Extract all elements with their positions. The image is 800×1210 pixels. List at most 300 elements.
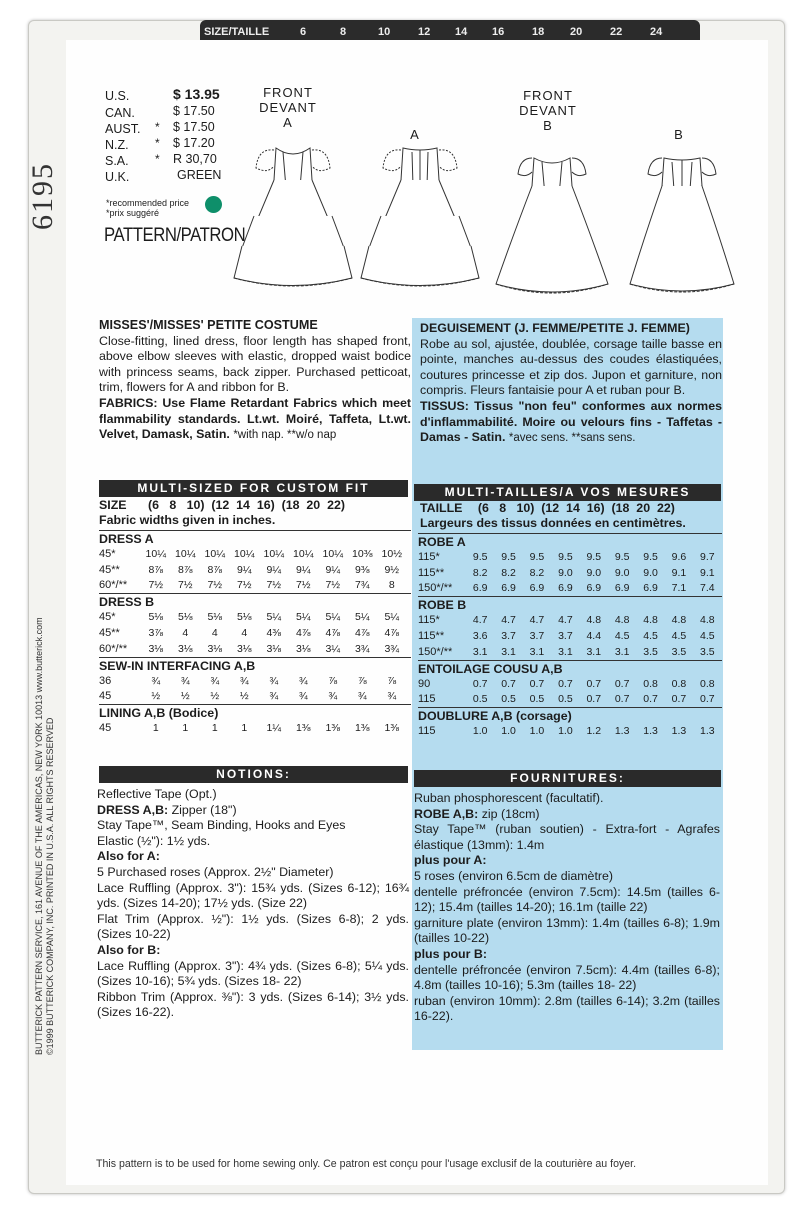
fabric-width-cell: 150*/** [418, 645, 453, 658]
yardage-cell: 5⅛ [207, 611, 223, 624]
yardage-cell: 9.1 [671, 566, 687, 579]
fr-description: Robe au sol, ajustée, doublée, corsage taille basse en pointe, manches au-dessus des coudes élastiquées, coutures princesse et zip dos. Jupon et garniture, non compris. Fleurs fantaisie pour A et ruban pour B. [420, 336, 722, 398]
notion-text: dentelle préfroncée (environ 7.5cm): 4.4m (tailles 6-8); 4.8m (tailles 10-16); 5.3m (tailles 18- 22) [414, 962, 720, 993]
yardage-cell: ¾ [298, 690, 308, 703]
table-row [418, 692, 722, 708]
yardage-cell: 3.5 [700, 645, 715, 658]
yardage-cell: 4.5 [700, 630, 715, 643]
en-notions-list [97, 787, 409, 1021]
yardage-cell: 3.1 [558, 645, 573, 658]
size-strip-size: 8 [340, 26, 347, 38]
notion-text: Lace Ruffling (Approx. 3"): 15¾ yds. (Sizes 6-12); 16¾ yds. (Sizes 14-20); 17½ yds. (Size 22) [97, 880, 409, 911]
yardage-cell: ¾ [328, 690, 338, 703]
table-row [99, 609, 407, 625]
view-front-label: FRONT [523, 88, 573, 103]
table-row [99, 546, 407, 562]
notion-text: Stay Tape™, Seam Binding, Hooks and Eyes [97, 818, 346, 833]
yardage-cell: 3.5 [671, 645, 687, 658]
notion-item [414, 822, 720, 853]
yardage-cell: 9.5 [501, 550, 516, 563]
size-strip [200, 20, 700, 40]
yardage-cell: 0.7 [586, 677, 602, 690]
table-row [99, 720, 407, 736]
notion-text: Ruban phosphorescent (facultatif). [414, 791, 604, 805]
yardage-cell: 9⅜ [354, 563, 370, 576]
yardage-cell: 9.5 [614, 550, 630, 563]
yardage-cell: 1 [211, 722, 218, 735]
yardage-cell: 3⅛ [207, 642, 223, 655]
yardage-cell: 4.7 [501, 614, 516, 627]
notion-text: Flat Trim (Approx. ½"): 1½ yds. (Sizes 6-8); 2 yds. (Sizes 10-22) [97, 911, 409, 942]
notion-item [97, 818, 409, 834]
yardage-cell: 4.7 [529, 614, 545, 627]
yardage-cell: 1.0 [472, 725, 488, 738]
notion-item [414, 853, 720, 869]
fabric-width-cell: 115 [418, 693, 436, 706]
yardage-cell: 4.5 [614, 630, 630, 643]
yardage-cell: 4⅞ [384, 627, 400, 640]
notion-text: garniture plate (environ 13mm): 1.4m (tailles 6-8); 1.9m (tailles 10-22) [414, 915, 720, 946]
price-region: AUST. [105, 122, 141, 136]
size-strip-size: 12 [418, 26, 431, 38]
yardage-cell: 10½ [381, 547, 402, 560]
table-row [418, 628, 722, 644]
yardage-cell: 6.9 [643, 582, 658, 595]
yardage-cell: 3.1 [501, 645, 516, 658]
notion-text: Zipper (18") [168, 802, 237, 817]
fabric-width-cell: 45 [99, 690, 112, 703]
fabric-width-cell: 150*/** [418, 582, 453, 595]
fabric-width-cell: 45** [99, 627, 120, 640]
yardage-cell: 5⅛ [148, 611, 164, 624]
yardage-cell: 3⅛ [177, 642, 193, 655]
yardage-cell: 9½ [384, 563, 400, 576]
fr-multi-bar: MULTI-TAILLES/A VOS MESURES [414, 484, 721, 501]
yardage-cell: 0.8 [700, 677, 715, 690]
view-letter: B [543, 118, 553, 133]
yardage-section-table [99, 546, 407, 593]
notion-text: Elastic (½"): 1½ yds. [97, 833, 211, 848]
yardage-cell: ⅞ [357, 674, 367, 687]
fabric-width-cell: 115** [418, 566, 445, 579]
yardage-cell: 10¼ [204, 547, 225, 560]
table-row [418, 581, 722, 597]
yardage-cell: 1⅜ [354, 722, 370, 735]
notion-heading: Also for A: [97, 849, 160, 864]
recommended-price-note: *recommended price [106, 198, 190, 208]
yardage-cell: 1.0 [529, 725, 545, 738]
yardage-cell: 6.9 [529, 582, 545, 595]
yardage-cell: 6.9 [558, 582, 573, 595]
yardage-cell: 4 [241, 627, 248, 640]
yardage-cell: 3.7 [501, 630, 516, 643]
size-strip-size: 20 [570, 26, 583, 38]
price-value-us: $ 13.95 [173, 86, 220, 102]
yardage-cell: 0.7 [558, 677, 573, 690]
price-value: GREEN [177, 168, 222, 182]
yardage-cell: 0.7 [700, 693, 715, 706]
notion-item [97, 912, 409, 943]
price-value: $ 17.50 [173, 104, 215, 118]
yardage-cell: 0.7 [671, 693, 687, 706]
table-row [418, 723, 722, 739]
en-multi-bar: MULTI-SIZED FOR CUSTOM FIT [99, 480, 408, 497]
yardage-cell: 5¼ [354, 611, 370, 624]
notion-item [414, 869, 720, 885]
fr-fabrics-label: TISSUS: [420, 398, 469, 413]
yardage-cell: 4 [211, 627, 218, 640]
en-size-label: SIZE [99, 498, 127, 512]
yardage-cell: 3¼ [325, 642, 341, 655]
publisher-address [34, 617, 56, 1055]
address-line: BUTTERICK PATTERN SERVICE, 161 AVENUE OF THE AMERICAS, NEW YORK 10013 www.butterick.com [34, 617, 44, 1055]
yardage-cell: 4.4 [586, 630, 602, 643]
yardage-cell: 7½ [207, 579, 223, 592]
yardage-cell: ⅞ [387, 674, 397, 687]
yardage-cell: 1.0 [501, 725, 516, 738]
yardage-cell: 9.5 [643, 550, 658, 563]
yardage-cell: 6.9 [472, 582, 488, 595]
notion-item [414, 994, 720, 1025]
table-row [99, 625, 407, 641]
yardage-cell: ⅞ [328, 674, 338, 687]
yardage-cell: 3⅛ [148, 642, 164, 655]
fr-notions-list [414, 791, 720, 1025]
yardage-cell: 0.7 [501, 677, 516, 690]
yardage-cell: 1¼ [266, 722, 282, 735]
yardage-section-table [99, 609, 407, 656]
en-size-header [99, 498, 411, 528]
size-strip-size: 10 [378, 26, 391, 38]
yardage-section-title: SEW-IN INTERFACING A,B [99, 657, 411, 673]
en-description: Close-fitting, lined dress, floor length has shaped front, above elbow sleeves with elastic, dropped waist bodice with princess seams, back zipper. Purchased petticoat, trim, flowers for A and ribbon for B. [99, 333, 411, 395]
size-strip-label: SIZE/TAILLE [204, 26, 270, 38]
yardage-cell: 8.2 [472, 566, 488, 579]
yardage-cell: 7½ [325, 579, 341, 592]
yardage-cell: 1⅜ [325, 722, 341, 735]
price-mark: * [155, 152, 160, 166]
price-region: U.S. [105, 89, 130, 103]
price-region: CAN. [105, 106, 135, 120]
brand-label: PATTERN/PATRON [104, 225, 246, 246]
table-row [99, 562, 407, 578]
notion-text: dentelle préfroncée (environ 7.5cm): 14.5m (tailles 6-12); 15.4m (tailles 14-20); 16.1m (taille 22) [414, 884, 720, 915]
yardage-cell: 3.1 [586, 645, 602, 658]
en-notions-bar: NOTIONS: [99, 766, 408, 783]
yardage-cell: ¾ [151, 674, 161, 687]
yardage-cell: 1.3 [614, 725, 630, 738]
uk-price-dot [205, 196, 222, 213]
yardage-section-title: DRESS A [99, 530, 411, 546]
yardage-cell: 0.7 [614, 677, 630, 690]
yardage-cell: 8⅞ [148, 563, 164, 576]
yardage-cell: 3.7 [529, 630, 545, 643]
view-header-front-a [248, 85, 328, 130]
table-row [99, 689, 407, 705]
yardage-cell: 3⅞ [148, 627, 164, 640]
yardage-cell: 7½ [236, 579, 252, 592]
yardage-cell: 1 [152, 722, 159, 735]
yardage-cell: 9¼ [266, 563, 282, 576]
yardage-cell: 4.7 [558, 614, 573, 627]
yardage-cell: 1.3 [700, 725, 715, 738]
yardage-cell: 9.0 [614, 566, 630, 579]
fr-widths-note: Largeurs des tissus données en centimètres. [420, 516, 686, 530]
view-devant-label: DEVANT [519, 103, 577, 118]
yardage-cell: ¾ [180, 674, 190, 687]
yardage-cell: 4⅞ [295, 627, 311, 640]
yardage-cell: 10¼ [234, 547, 255, 560]
yardage-cell: 0.5 [501, 693, 516, 706]
yardage-cell: 7.1 [671, 582, 687, 595]
size-strip-size: 14 [455, 26, 468, 38]
notion-text: Reflective Tape (Opt.) [97, 787, 217, 801]
fabric-width-cell: 45 [99, 722, 112, 735]
price-region: U.K. [105, 170, 130, 184]
yardage-cell: 10⅜ [352, 547, 373, 560]
yardage-cell: 0.8 [671, 677, 687, 690]
notion-item [97, 834, 409, 850]
yardage-cell: 9¼ [236, 563, 252, 576]
yardage-cell: 8⅞ [207, 563, 223, 576]
yardage-cell: 8⅞ [177, 563, 193, 576]
table-row [418, 612, 722, 628]
notion-item [97, 787, 409, 803]
yardage-cell: ¾ [210, 674, 220, 687]
yardage-cell: ¾ [269, 674, 279, 687]
en-title: MISSES'/MISSES' PETITE COSTUME [99, 318, 318, 332]
yardage-cell: 8.2 [529, 566, 545, 579]
fr-fabrics [420, 399, 722, 447]
en-widths-note: Fabric widths given in inches. [99, 513, 276, 527]
yardage-cell: 9.1 [700, 566, 715, 579]
yardage-section-table [418, 723, 722, 739]
yardage-cell: 1.2 [586, 725, 602, 738]
yardage-cell: 1.0 [558, 725, 573, 738]
yardage-section-table [418, 612, 722, 659]
yardage-cell: ½ [239, 690, 249, 703]
notion-heading: plus pour B: [414, 946, 487, 961]
table-row [99, 641, 407, 657]
yardage-cell: 1 [182, 722, 189, 735]
pattern-number: 6195 [26, 162, 59, 230]
yardage-cell: 3.6 [472, 630, 488, 643]
yardage-cell: 8 [388, 579, 395, 592]
yardage-section-title: ROBE B [418, 596, 722, 612]
yardage-cell: 4.8 [643, 614, 658, 627]
footer-note: This pattern is to be used for home sewing only. Ce patron est conçu pour l'usage exclusif de la couturière au foyer. [96, 1158, 637, 1170]
yardage-cell: 7.4 [700, 582, 715, 595]
yardage-cell: 6.9 [586, 582, 602, 595]
notion-heading: Also for B: [97, 942, 161, 957]
notion-heading: ROBE A,B: [414, 806, 479, 821]
fr-fabrics-note: *avec sens. **sans sens. [508, 432, 636, 445]
notion-item [97, 865, 409, 881]
yardage-cell: 4.8 [671, 614, 687, 627]
notion-text: Stay Tape™ (ruban soutien) - Extra-fort - Agrafes élastique (13mm): 1.4m [414, 822, 720, 852]
yardage-cell: ¾ [357, 690, 367, 703]
yardage-cell: 9.0 [586, 566, 602, 579]
en-fabrics-text: Use Flame Retardant Fabrics which meet flammability standards. Lt.wt. Moiré, Taffeta, Lt.wt. Velvet, Damask, Satin. [99, 395, 411, 442]
yardage-cell: 4 [182, 627, 189, 640]
view-letter: A [283, 115, 293, 130]
notion-text: Lace Ruffling (Approx. 3"): 4¾ yds. (Sizes 6-8); 5¼ yds. (Sizes 10-16); 5¾ yds. (Sizes 18- 22) [97, 958, 409, 989]
yardage-cell: 7½ [266, 579, 282, 592]
yardage-cell: 6.9 [614, 582, 630, 595]
yardage-cell: 9.5 [558, 550, 573, 563]
yardage-cell: 10¼ [145, 547, 166, 560]
fr-size-groups: (6 8 10) (12 14 16) (18 20 22) [477, 501, 675, 515]
yardage-cell: 1⅜ [384, 722, 400, 735]
yardage-cell: 0.7 [586, 693, 602, 706]
notion-item [97, 943, 409, 959]
copyright-line: ©1999 BUTTERICK COMPANY, INC. PRINTED IN U.S.A. ALL RIGHTS RESERVED [45, 717, 55, 1055]
price-mark: * [155, 120, 160, 134]
notion-text: 5 roses (environ 6.5cm de diamètre) [414, 868, 614, 883]
dress-b-back-illustration [622, 138, 742, 298]
yardage-cell: 0.7 [472, 677, 488, 690]
recommended-price-note-fr: *prix suggéré [106, 208, 160, 218]
yardage-cell: 5⅛ [236, 611, 252, 624]
view-front-label: FRONT [263, 85, 313, 100]
yardage-cell: 4.8 [700, 614, 715, 627]
view-devant-label: DEVANT [259, 100, 317, 115]
notion-text: ruban (environ 10mm): 2.8m (tailles 6-14); 3.2m (tailles 16-22). [414, 993, 720, 1024]
yardage-cell: 0.7 [643, 693, 658, 706]
table-row [418, 549, 722, 565]
yardage-cell: 8.2 [501, 566, 516, 579]
fabric-width-cell: 36 [99, 674, 112, 687]
notion-item [97, 803, 409, 819]
yardage-cell: ½ [151, 690, 161, 703]
size-strip-size: 22 [610, 26, 623, 38]
yardage-cell: 9.0 [643, 566, 658, 579]
view-letter: A [410, 127, 420, 142]
en-yardage-table [99, 530, 411, 736]
yardage-cell: 0.7 [614, 693, 630, 706]
yardage-cell: 4.5 [643, 630, 658, 643]
yardage-cell: 7½ [177, 579, 193, 592]
yardage-cell: 4⅞ [354, 627, 370, 640]
yardage-cell: 4⅜ [266, 627, 282, 640]
fabric-width-cell: 115* [418, 550, 440, 563]
yardage-cell: ¾ [269, 690, 279, 703]
yardage-cell: 4.8 [614, 614, 630, 627]
yardage-cell: 0.7 [529, 677, 545, 690]
yardage-cell: 0.5 [558, 693, 573, 706]
yardage-section-title: ENTOILAGE COUSU A,B [418, 660, 722, 676]
yardage-cell: 3¾ [354, 642, 370, 655]
fabric-width-cell: 115** [418, 630, 445, 643]
yardage-cell: ½ [210, 690, 220, 703]
yardage-cell: 4.5 [671, 630, 687, 643]
fabric-width-cell: 60*/** [99, 642, 128, 655]
yardage-cell: 0.5 [472, 693, 488, 706]
yardage-section-table [99, 720, 407, 736]
yardage-cell: ¾ [298, 674, 308, 687]
yardage-cell: 9.5 [586, 550, 602, 563]
yardage-cell: 5¼ [325, 611, 341, 624]
price-value: R 30,70 [173, 152, 217, 166]
yardage-cell: 4⅞ [325, 627, 341, 640]
yardage-cell: 0.8 [643, 677, 658, 690]
yardage-cell: 0.5 [529, 693, 545, 706]
notion-item [97, 990, 409, 1021]
dress-a-front-illustration [228, 138, 358, 298]
fr-title: DEGUISEMENT (J. FEMME/PETITE J. FEMME) [420, 321, 690, 335]
french-column [420, 321, 722, 447]
fabric-width-cell: 45** [99, 563, 120, 576]
yardage-cell: 9.5 [472, 550, 488, 563]
table-row [418, 565, 722, 581]
table-row [99, 578, 407, 594]
fr-size-header [420, 501, 722, 531]
fr-notions-bar: FOURNITURES: [414, 770, 721, 787]
size-strip-size: 6 [300, 26, 307, 38]
en-fabrics-label: FABRICS: [99, 395, 158, 410]
en-fabrics-note: *with nap. **w/o nap [233, 429, 337, 442]
notion-item [414, 963, 720, 994]
fabric-width-cell: 115 [418, 725, 436, 738]
notion-heading: plus pour A: [414, 853, 487, 868]
yardage-cell: 4.8 [586, 614, 602, 627]
yardage-cell: 5¼ [295, 611, 311, 624]
notion-item [414, 807, 720, 823]
table-row [99, 673, 407, 689]
yardage-cell: 9¼ [295, 563, 311, 576]
notion-item [97, 959, 409, 990]
fabric-width-cell: 45* [99, 547, 116, 560]
yardage-cell: 7½ [295, 579, 311, 592]
yardage-cell: 3.1 [614, 645, 630, 658]
yardage-cell: 1.3 [643, 725, 658, 738]
notion-item [97, 881, 409, 912]
yardage-cell: 10¼ [293, 547, 314, 560]
en-size-groups: (6 8 10) (12 14 16) (18 20 22) [148, 498, 345, 512]
dress-b-front-illustration [492, 138, 612, 298]
yardage-section-title: ROBE A [418, 533, 722, 549]
yardage-cell: 9.7 [700, 550, 715, 563]
yardage-section-title: DRESS B [99, 593, 411, 609]
yardage-cell: 3¾ [384, 642, 400, 655]
yardage-cell: 9¼ [325, 563, 341, 576]
size-strip-size: 16 [492, 26, 505, 38]
size-strip-size: 18 [532, 26, 545, 38]
yardage-section-table [418, 549, 722, 596]
notion-item [414, 791, 720, 807]
table-row [418, 676, 722, 692]
yardage-section-title: DOUBLURE A,B (corsage) [418, 707, 722, 723]
yardage-cell: 1 [241, 722, 248, 735]
yardage-cell: 6.9 [501, 582, 516, 595]
english-column [99, 318, 411, 444]
yardage-cell: 3⅛ [236, 642, 252, 655]
notion-heading: DRESS A,B: [97, 802, 169, 817]
fabric-width-cell: 60*/** [99, 579, 128, 592]
price-region: N.Z. [105, 138, 129, 152]
view-header-front-b [508, 88, 588, 133]
yardage-cell: 4.7 [472, 614, 488, 627]
price-region: S.A. [105, 154, 129, 168]
size-strip-size: 24 [650, 26, 663, 38]
dress-a-back-illustration [355, 138, 485, 298]
yardage-cell: 9.6 [671, 550, 687, 563]
table-row [418, 644, 722, 660]
fabric-width-cell: 115* [418, 614, 440, 627]
yardage-cell: 7½ [148, 579, 164, 592]
yardage-cell: 9.0 [558, 566, 573, 579]
yardage-cell: 7¾ [354, 579, 370, 592]
